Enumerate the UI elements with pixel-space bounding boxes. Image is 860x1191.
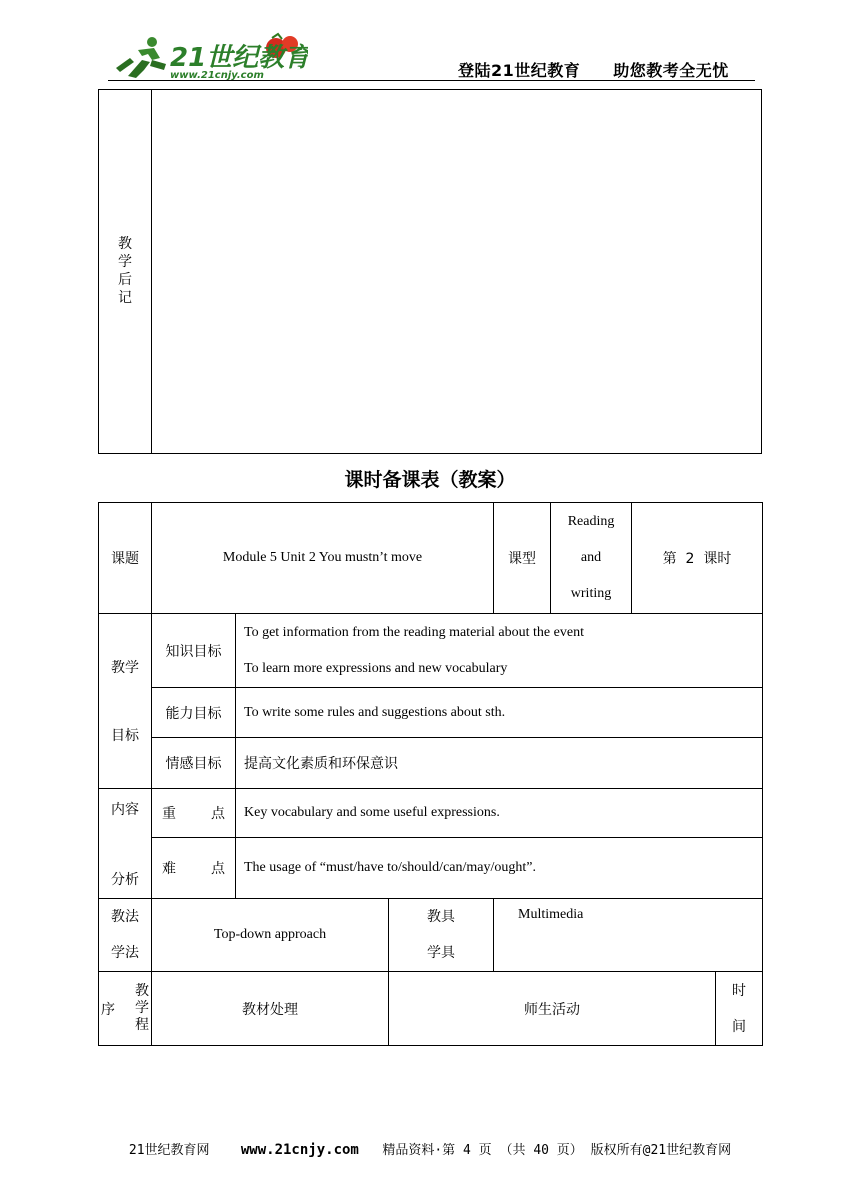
teacher-student-activity-label: 师生活动 <box>389 972 716 1046</box>
tools-label: 教具 学具 <box>389 899 494 972</box>
page-footer <box>0 1139 860 1158</box>
topic-value: Module 5 Unit 2 You mustn’t move <box>152 503 494 614</box>
header-divider <box>108 80 755 81</box>
section-title: 课时备课表（教案） <box>344 469 516 491</box>
knowledge-goal-label: 知识目标 <box>152 614 236 688</box>
type-label: 课型 <box>494 503 551 614</box>
method-value: Top-down approach <box>152 899 389 972</box>
period-value: 第 2 课时 <box>632 503 763 614</box>
content-analysis-label: 内容 分析 <box>99 789 152 899</box>
emotion-goal-label: 情感目标 <box>152 738 236 789</box>
svg-text:www.21cnjy.com: www.21cnjy.com <box>170 70 264 81</box>
method-label: 教法 学法 <box>99 899 152 972</box>
ability-goal-value: To write some rules and suggestions about sth. <box>236 688 763 738</box>
teaching-notes-table <box>98 89 762 454</box>
time-label: 时 间 <box>716 972 763 1046</box>
svg-text:21世纪教育: 21世纪教育 <box>170 43 308 73</box>
emotion-goal-value: 提高文化素质和环保意识 <box>236 738 763 789</box>
knowledge-goal-value: To get information from the reading material about the event To learn more expressions and new vocabulary <box>236 614 763 688</box>
type-value: Reading and writing <box>551 503 632 614</box>
procedure-order-label: 序 教 学 程 <box>99 972 152 1046</box>
footer-right: 精品资料·第 4 页 （共 40 页） 版权所有@21世纪教育网 <box>382 1143 732 1158</box>
lesson-plan-table <box>98 502 763 1046</box>
key-point-label: 重 点 <box>152 789 236 838</box>
difficult-point-value: The usage of “must/have to/should/can/may/ought”. <box>236 838 763 899</box>
key-point-value: Key vocabulary and some useful expressions. <box>236 789 763 838</box>
site-logo <box>108 30 308 82</box>
teaching-notes-label: 教 学 后 记 <box>99 90 152 454</box>
teaching-notes-content[interactable] <box>152 90 762 454</box>
tools-value: Multimedia <box>494 899 763 972</box>
ability-goal-label: 能力目标 <box>152 688 236 738</box>
footer-site-link[interactable]: www.21cnjy.com <box>240 1142 359 1158</box>
header-slogan: 登陆21世纪教育 助您教考全无忧 <box>458 61 729 80</box>
material-handling-label: 教材处理 <box>152 972 389 1046</box>
runner-logo-icon <box>108 30 308 82</box>
topic-label: 课题 <box>99 503 152 614</box>
difficult-point-label: 难 点 <box>152 838 236 899</box>
goals-label: 教学 目标 <box>99 614 152 789</box>
footer-left: 21世纪教育网 <box>128 1143 210 1158</box>
